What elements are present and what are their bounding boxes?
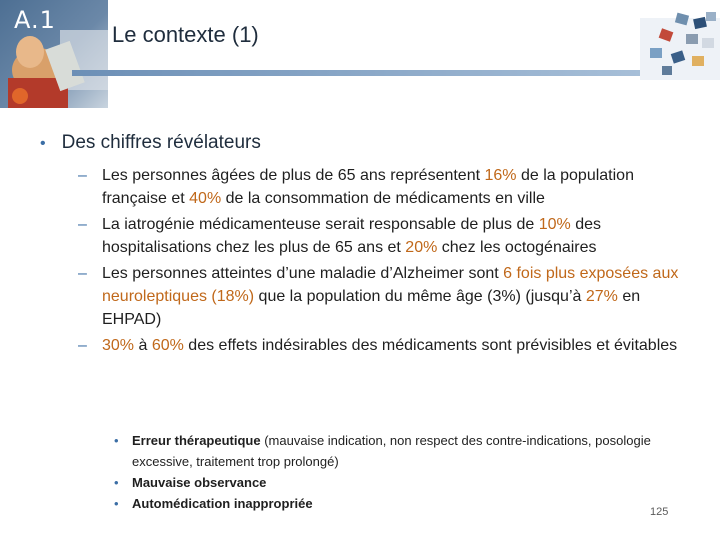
highlight-value: 60% <box>151 337 184 354</box>
list-item: – Les personnes atteintes d’une maladie d’Alzheimer sont 6 fois plus exposées aux neuroleptiques (18%) que la population du même âge (3%) (jusqu’à 27% en EHPAD) <box>78 262 684 331</box>
bullet-icon: • <box>114 475 119 490</box>
slide-title: Le contexte (1) <box>112 22 259 47</box>
list-item: – 30% à 60% des effets indésirables des médicaments sont prévisibles et évitables <box>78 334 684 357</box>
list-item: – Les personnes âgées de plus de 65 ans représentent 16% de la population française et 40% de la consommation de médicaments en ville <box>78 164 684 210</box>
highlight-value: 16% <box>484 167 517 184</box>
main-bullet <box>40 132 261 154</box>
highlight-value: 10% <box>538 216 571 233</box>
list-item: • Automédication inappropriée <box>112 493 652 514</box>
main-bullet-text: Des chiffres révélateurs <box>61 132 261 153</box>
highlight-value: 27% <box>585 288 618 305</box>
title-divider <box>72 70 640 76</box>
causes-list <box>112 430 652 514</box>
list-item: • Mauvaise observance <box>112 472 652 493</box>
puzzle-pieces-image <box>640 8 720 80</box>
dash-icon: – <box>78 216 87 233</box>
list-item: – La iatrogénie médicamenteuse serait responsable de plus de 10% des hospitalisations chez les plus de 65 ans et 20% chez les octogénaires <box>78 213 684 259</box>
highlight-value: 6 fois plus exposées aux neuroleptiques (18%) <box>102 265 679 305</box>
dash-icon: – <box>78 265 87 282</box>
section-code: A.1 <box>14 6 56 34</box>
highlight-value: 20% <box>405 239 438 256</box>
dash-icon: – <box>78 167 87 184</box>
page-number: 125 <box>650 506 669 518</box>
highlight-value: 40% <box>189 190 222 207</box>
bullet-icon: • <box>114 433 119 448</box>
highlight-value: 30% <box>102 337 135 354</box>
bullet-icon: • <box>114 496 119 511</box>
statistics-list <box>78 164 684 360</box>
dash-icon: – <box>78 337 87 354</box>
list-item: • Erreur thérapeutique (mauvaise indication, non respect des contre-indications, posologie excessive, traitement trop prolongé) <box>112 430 652 472</box>
bullet-icon: • <box>40 135 46 152</box>
